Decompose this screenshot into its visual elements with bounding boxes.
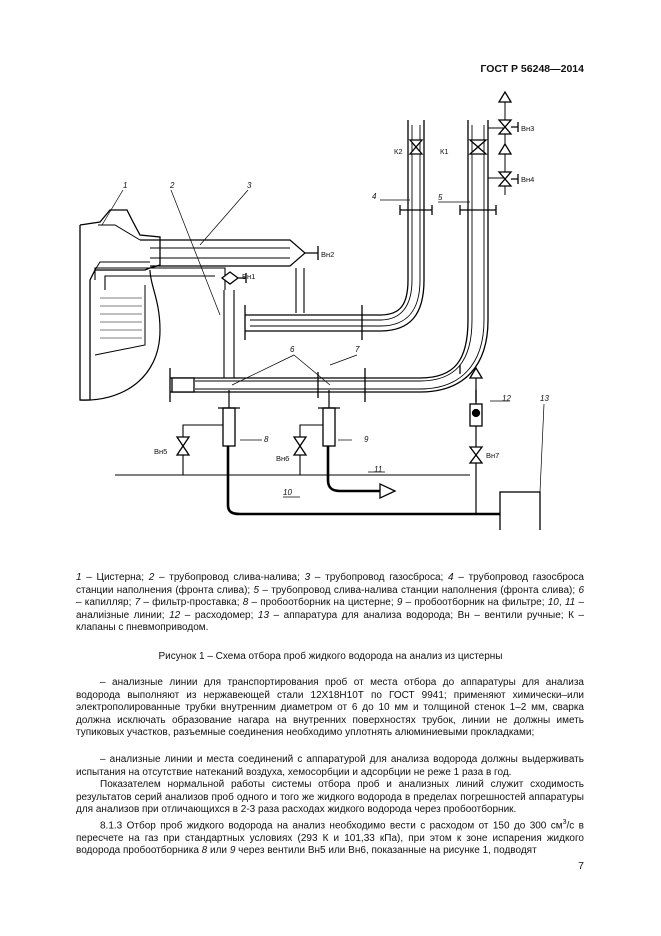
fig-label-k1: К1 [440, 147, 449, 156]
legend-text-10: , [558, 597, 565, 608]
paragraph-4-num-9: 9 [229, 845, 236, 857]
page-number: 7 [578, 860, 584, 872]
paragraph-4-d: через вентили Вн5 или Вн6, показанные на рисунке 1, подводят [235, 845, 537, 857]
fig-label-10: 10 [283, 488, 292, 497]
fig-label-9: 9 [364, 435, 369, 444]
legend-num-8: 8 [242, 597, 249, 608]
legend-num-9: 9 [396, 597, 403, 608]
legend-num-7: 7 [134, 597, 141, 608]
paragraph-analysis-lines [76, 677, 584, 740]
fig-label-vn7: Вн7 [486, 451, 500, 460]
legend-text-5: – трубопровод слива-налива станции наполнения (фронта слива); [259, 584, 579, 596]
fig-label-11: 11 [374, 465, 383, 474]
legend-text-1: – Цистерна; [81, 572, 149, 583]
legend-num-1: 1 [76, 572, 82, 583]
paragraph-2: – анализные линии и места соединений с аппаратурой для анализа водорода должны выдерживать испытания на отсутствие натеканий воздуха, хемосорбции и адсорбции не реже 1 раза в год. [76, 754, 584, 778]
fig-label-4: 4 [372, 192, 377, 201]
fig-label-vn2: Вн2 [321, 250, 335, 259]
fig-label-13: 13 [540, 394, 549, 403]
figure-legend [76, 572, 584, 635]
fig-label-3: 3 [247, 181, 252, 190]
legend-num-5: 5 [253, 584, 260, 596]
document-standard-header: ГОСТ Р 56248—2014 [480, 63, 584, 75]
fig-label-k2: К2 [394, 147, 403, 156]
legend-text-3: – трубопровод газосброса; [310, 572, 449, 583]
paragraph-4-c: или [207, 845, 230, 857]
fig-label-vn5: Вн5 [154, 447, 168, 456]
legend-num-6: 6 [578, 584, 584, 596]
legend-num-2: 2 [148, 572, 155, 583]
fig-label-1: 1 [123, 181, 128, 190]
paragraph-1: – анализные линии для транспортирования проб от места отбора до аппаратуры для анализа водорода выполняют из нержавеющей стали 12Х18Н10Т по ГОСТ 9941; применяют химически–или электрополированные трубки внутренним диаметром от 6 до 10 мм и толщиной стенок 1–2 мм, сварка должна исключать образование нагара на внутренних поверхностях трубок, линии не должны иметь тупиковых участков, разъемные соединения необходимо уплотнять алюминиевыми прокладками; [76, 677, 584, 738]
paragraph-3: Показателем нормальной работы системы отбора проб и анализных линий служит сходимость результатов серий анализов проб одного и того же жидкого водорода в пределах погрешностей аппаратуры для анализов при отличающихся в 2-3 раза расходах жидкого водорода через пробоотборник. [76, 779, 584, 815]
paragraph-4-b: /с в пересчете на газ при стандартных условиях (293 К и 101,33 кПа), при этом к зоне испарения жидкого водорода пробоотборника [76, 820, 584, 857]
sampling-scheme-figure [60, 80, 610, 530]
fig-label-7: 7 [355, 345, 360, 354]
legend-text-12: – расходомер; [180, 609, 258, 621]
legend-num-11: 11 [564, 597, 576, 608]
fig-label-vn3: Вн3 [521, 124, 535, 133]
fig-label-5: 5 [438, 193, 443, 202]
legend-text-4: – трубопровод газосброса станции наполнения (фронта слива); [76, 572, 584, 596]
fig-label-vn6: Вн6 [276, 454, 290, 463]
paragraph-tests [76, 754, 584, 779]
legend-text-2: – трубопровод слива-налива; [154, 572, 305, 583]
paragraph-4-sup: 3 [562, 819, 567, 826]
legend-text-6: – капилляр; [76, 597, 135, 608]
legend-num-12: 12 [169, 609, 181, 621]
fig-label-vn1: Вн1 [242, 272, 256, 281]
fig-label-vn4: Вн4 [521, 175, 535, 184]
fig-label-8: 8 [264, 435, 269, 444]
legend-text-9: – пробоотборник на фильтре; [402, 597, 548, 608]
legend-text-8: – пробоотборник на цистерне; [248, 597, 397, 608]
legend-num-3: 3 [304, 572, 311, 583]
paragraph-4 [76, 817, 584, 858]
legend-text-13: – аппаратура для анализа водорода; Вн – вентили ручные; К – клапаны с пневмоприводом. [76, 609, 584, 633]
fig-label-2: 2 [170, 181, 175, 190]
legend-text-11: – аналиiзные линии; [76, 597, 585, 621]
paragraph-indicator [76, 779, 584, 817]
legend-num-4: 4 [448, 572, 454, 583]
paragraph-sampling-rate [76, 817, 584, 858]
fig-label-6: 6 [290, 345, 295, 354]
figure-caption: Рисунок 1 – Схема отбора проб жидкого водорода на анализ из цистерны [158, 651, 503, 662]
legend-num-13: 13 [257, 609, 270, 621]
fig-label-12: 12 [502, 394, 511, 403]
paragraph-4-num-8: 8 [201, 845, 208, 857]
legend-num-10: 10 [547, 597, 559, 608]
paragraph-4-a: 8.1.3 Отбор проб жидкого водорода на анализ необходимо вести с расходом от 150 до 300 см [100, 820, 563, 832]
legend-text-7: – фильтр-проставка; [140, 597, 243, 608]
